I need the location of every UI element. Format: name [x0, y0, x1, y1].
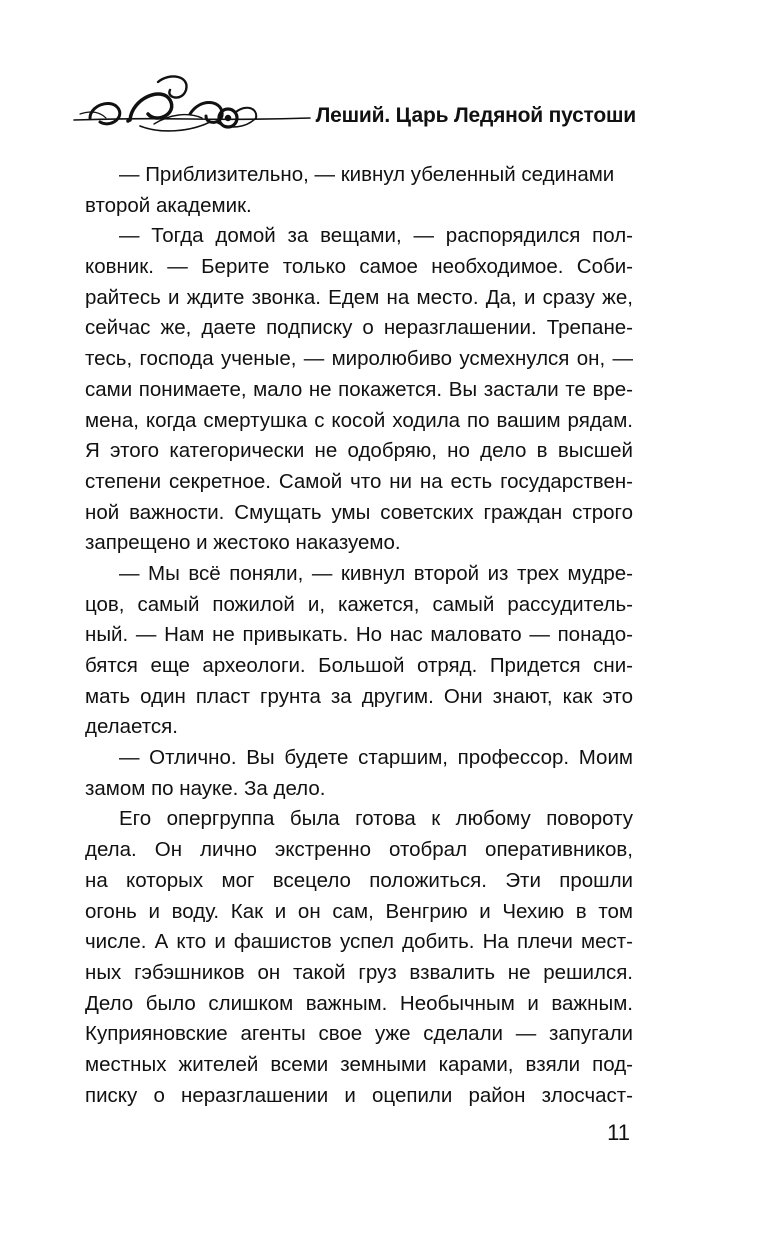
- text-line: на которых мог всецело положиться. Эти прошли: [85, 868, 633, 892]
- text-line: Куприяновские агенты свое уже сделали — запугали: [85, 1022, 633, 1046]
- text-line: местных жителей всеми земными карами, взяли под-: [85, 1052, 633, 1076]
- text-line: числе. А кто и фашистов успел добить. На плечи мест-: [85, 930, 633, 954]
- text-line: Его опергруппа была готова к любому повороту: [119, 807, 633, 831]
- decorative-flourish-icon: [70, 68, 315, 138]
- text-line: сейчас же, даете подписку о неразглашении. Трепане-: [85, 316, 633, 340]
- text-line: сами понимаете, мало не покажется. Вы застали те вре-: [85, 377, 633, 401]
- running-title: Леший. Царь Ледяной пустоши: [315, 104, 636, 127]
- text-line: второй академик.: [85, 193, 252, 217]
- text-line: — Мы всё поняли, — кивнул второй из трех мудре-: [119, 561, 633, 585]
- text-line: замом по науке. За дело.: [85, 776, 326, 800]
- text-line: Я этого категорически не одобряю, но дело в высшей: [85, 439, 633, 463]
- text-line: мать один пласт грунта за другим. Они знают, как это: [85, 684, 633, 708]
- text-line: ной важности. Смущать умы советских граждан строго: [85, 500, 633, 524]
- text-line: делается.: [85, 715, 178, 739]
- text-line: огонь и воду. Как и он сам, Венгрию и Чехию в том: [85, 899, 633, 923]
- text-line: запрещено и жестоко наказуемо.: [85, 531, 401, 555]
- text-line: ный. — Нам не привыкать. Но нас маловато — понадо-: [85, 623, 633, 647]
- page-number: 11: [607, 1120, 630, 1145]
- text-line: дела. Он лично экстренно отобрал оперативников,: [85, 838, 633, 862]
- text-line: — Приблизительно, — кивнул убеленный сединами: [119, 163, 615, 186]
- text-line: Дело было слишком важным. Необычным и важным.: [85, 991, 633, 1015]
- text-line: мена, когда смертушка с косой ходила по вашим рядам.: [85, 408, 633, 432]
- text-line: степени секретное. Самой что ни на есть государствен-: [85, 469, 633, 493]
- text-line: — Отлично. Вы будете старшим, профессор. Моим: [119, 746, 633, 770]
- text-line: ных гэбэшников он такой груз взвалить не решился.: [85, 960, 633, 984]
- text-line: писку о неразглашении и оцепили район злосчаст-: [85, 1083, 633, 1107]
- text-line: райтесь и ждите звонка. Едем на место. Да, и сразу же,: [85, 285, 633, 309]
- text-line: тесь, господа ученые, — миролюбиво усмехнулся он, —: [85, 347, 633, 371]
- page-body-text: [85, 160, 633, 1111]
- running-header: [70, 68, 638, 138]
- text-line: бятся еще археологи. Большой отряд. Придется сни-: [85, 654, 633, 677]
- text-line: — Тогда домой за вещами, — распорядился пол-: [119, 224, 633, 248]
- text-line: ковник. — Берите только самое необходимое. Соби-: [85, 255, 633, 279]
- text-line: цов, самый пожилой и, кажется, самый рассудитель-: [85, 592, 633, 616]
